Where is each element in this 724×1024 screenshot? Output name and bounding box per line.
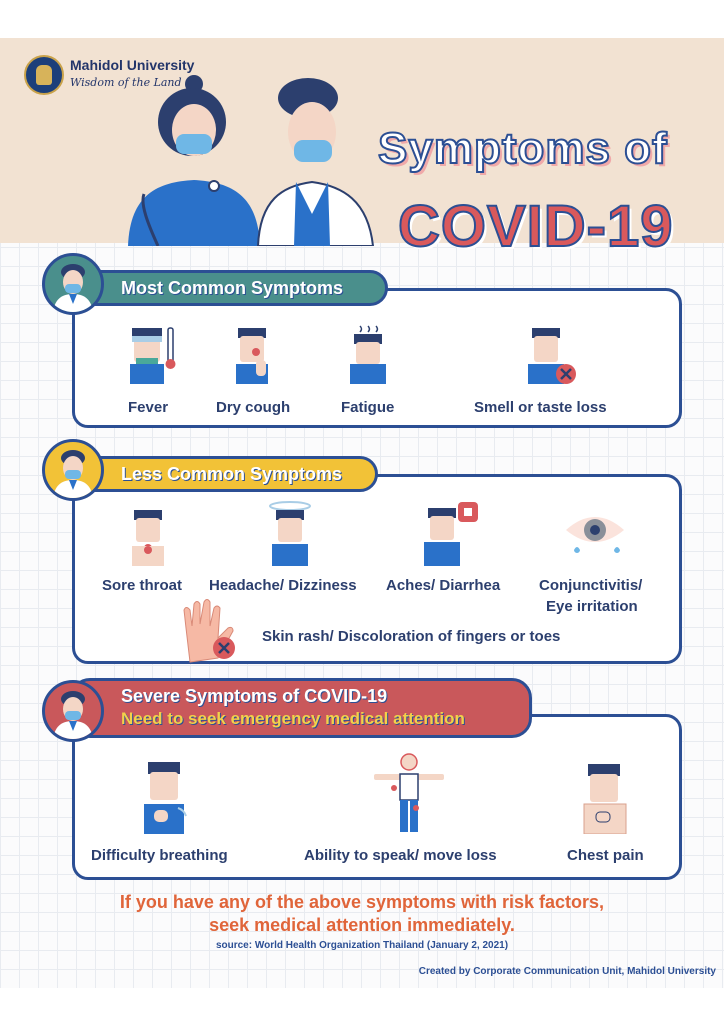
severe-title: Severe Symptoms of COVID-19 [121,686,388,706]
advice-line-2: seek medical attention immediately. [209,915,515,935]
doctor-avatar-teal [42,253,104,315]
header-banner [0,38,724,259]
medical-staff-illustration [118,74,383,246]
fever-icon [124,324,178,384]
fatigue-icon [344,324,394,384]
university-motto: Wisdom of the Land [70,76,182,89]
skin-rash-icon [178,598,240,664]
dry-cough-icon [228,324,278,384]
symptom-skin-rash: Skin rash/ Discoloration of fingers or toes [262,628,561,645]
infographic-page [0,38,724,988]
symptom-difficulty-breathing: Difficulty breathing [91,847,228,864]
aches-icon [414,500,484,566]
headache-icon [264,500,316,566]
symptom-smell-taste-loss: Smell or taste loss [474,399,607,416]
sore-throat-icon [128,508,168,566]
symptom-fever: Fever [128,399,169,416]
advice-line-1: If you have any of the above symptoms with risk factors, [119,892,605,912]
eye-irritation-icon [562,508,628,562]
university-logo [24,55,64,95]
difficulty-breathing-icon [138,760,192,834]
credit-note: Created by Corporate Communication Unit, Mahidol University [418,966,716,977]
smell-taste-loss-icon [514,324,584,386]
university-name: Mahidol University [70,57,195,73]
less-common-title: Less Common Symptoms [70,456,378,492]
symptom-chest-pain: Chest pain [567,847,644,864]
symptom-headache: Headache/ Dizziness [209,577,357,594]
most-common-title: Most Common Symptoms [70,270,388,306]
title-line-2: COVID-19 [398,194,674,259]
symptom-conjunctivitis: Conjunctivitis/ [539,577,643,594]
severe-subtitle: Need to seek emergency medical attention [121,709,465,728]
doctor-avatar-yellow [42,439,104,501]
symptom-eye-irritation: Eye irritation [546,598,638,615]
title-line-1: Symptoms of [378,124,668,173]
symptom-speak-move-loss: Ability to speak/ move loss [304,847,497,864]
symptom-fatigue: Fatigue [341,399,395,416]
chest-pain-icon [580,762,630,834]
symptom-dry-cough: Dry cough [216,399,291,416]
severe-title-pill [70,678,532,738]
symptom-aches: Aches/ Diarrhea [386,577,501,594]
doctor-avatar-red [42,680,104,742]
source-note: source: World Health Organization Thailand (January 2, 2021) [215,940,509,951]
symptom-sore-throat: Sore throat [102,577,183,594]
speak-move-loss-icon [372,752,446,834]
